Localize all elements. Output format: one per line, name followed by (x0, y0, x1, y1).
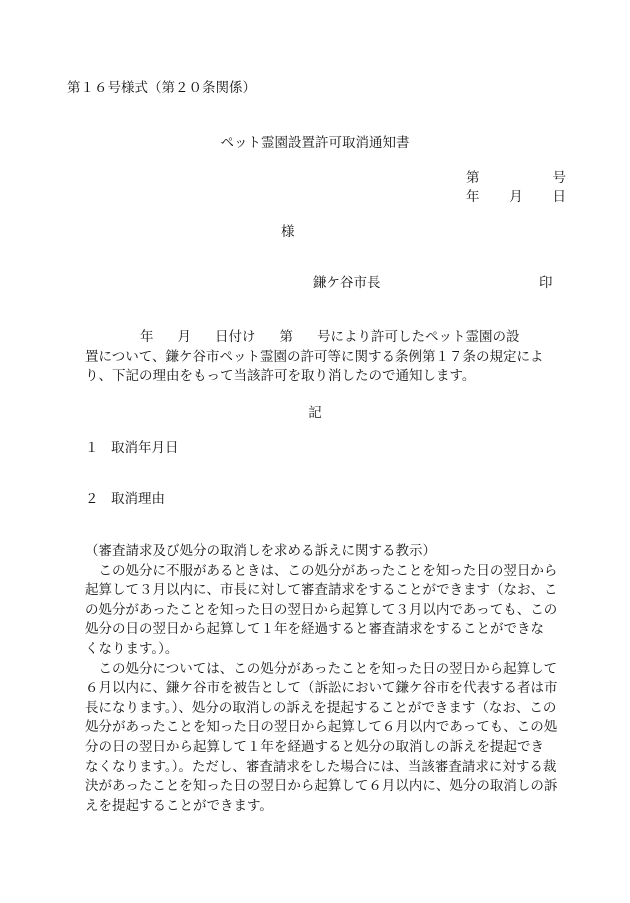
appeal-line: なくなります。）。ただし、審査請求をした場合には、当該審査請求に対する裁 (85, 758, 557, 775)
item-cancellation-date (85, 438, 179, 458)
body-year: 年 (140, 329, 154, 345)
recipient-honorific: 様 (281, 224, 295, 240)
issue-number-suffix: 号 (552, 170, 566, 186)
appeal-heading: （審査請求及び処分の取消しを求める訴えに関する教示） (85, 543, 436, 559)
body-line-1 (85, 328, 567, 348)
body-line-1-rest: 号により許可したペット霊園の設 (317, 329, 520, 345)
sender-name: 鎌ケ谷市長 (313, 275, 381, 291)
body-line-2: 置について、鎌ケ谷市ペット霊園の許可等に関する条例第１７条の規定によ (85, 348, 544, 365)
body-day-dated: 日付け (215, 329, 256, 345)
body-line-3: り、下記の理由をもって当該許可を取り消したので通知します。 (85, 368, 476, 384)
issue-date (466, 187, 566, 207)
form-number: 第１６号様式（第２０条関係） (67, 80, 256, 96)
issue-date-year: 年 (466, 189, 480, 205)
appeal-line: えを提起することができます。 (85, 797, 273, 814)
issue-number-prefix: 第 (466, 170, 480, 186)
body-month: 月 (177, 329, 191, 345)
appeal-line: ６月以内に、鎌ケ谷市を被告として（訴訟において鎌ケ谷市を代表する者は市 (85, 680, 558, 697)
appeal-line: 処分の日の翌日から起算して１年を経過すると審査請求をすることができな (85, 621, 544, 638)
item-number: ２ (85, 491, 99, 507)
notice-body (85, 328, 567, 387)
item-label: 取消年月日 (111, 440, 179, 456)
appeal-line: 起算して３月以内に、市長に対して審査請求をすることができます（なお、こ (85, 582, 558, 599)
appeal-line: くなります。）。 (85, 640, 179, 657)
appeal-line: 処分があったことを知った日の翌日から起算して６月以内であっても、この処 (85, 719, 558, 736)
body-number-prefix: 第 (279, 329, 293, 345)
appeal-instruction (85, 542, 585, 816)
appeal-line: 長になります。）、処分の取消しの訴えを提起することができます（なお、この (85, 699, 557, 716)
appeal-line: 分の日の翌日から起算して１年を経過すると処分の取消しの訴えを提起でき (85, 738, 544, 755)
appeal-line: この処分に不服があるときは、この処分があったことを知った日の翌日から (85, 562, 558, 579)
item-label: 取消理由 (111, 491, 165, 507)
ki-heading: 記 (308, 405, 322, 421)
document-title: ペット霊園設置許可取消通知書 (220, 135, 410, 151)
item-number: １ (85, 440, 99, 456)
issue-date-month: 月 (509, 189, 523, 205)
appeal-line: の処分があったことを知った日の翌日から起算して３月以内であっても、この (85, 601, 558, 618)
appeal-line: 決があったことを知った日の翌日から起算して６月以内に、処分の取消しの訴 (85, 778, 558, 795)
issue-date-day: 日 (552, 189, 566, 205)
appeal-line: この処分については、この処分があったことを知った日の翌日から起算して (85, 660, 558, 677)
item-cancellation-reason (85, 489, 165, 509)
seal-mark: 印 (539, 275, 553, 291)
issue-number (466, 168, 566, 188)
